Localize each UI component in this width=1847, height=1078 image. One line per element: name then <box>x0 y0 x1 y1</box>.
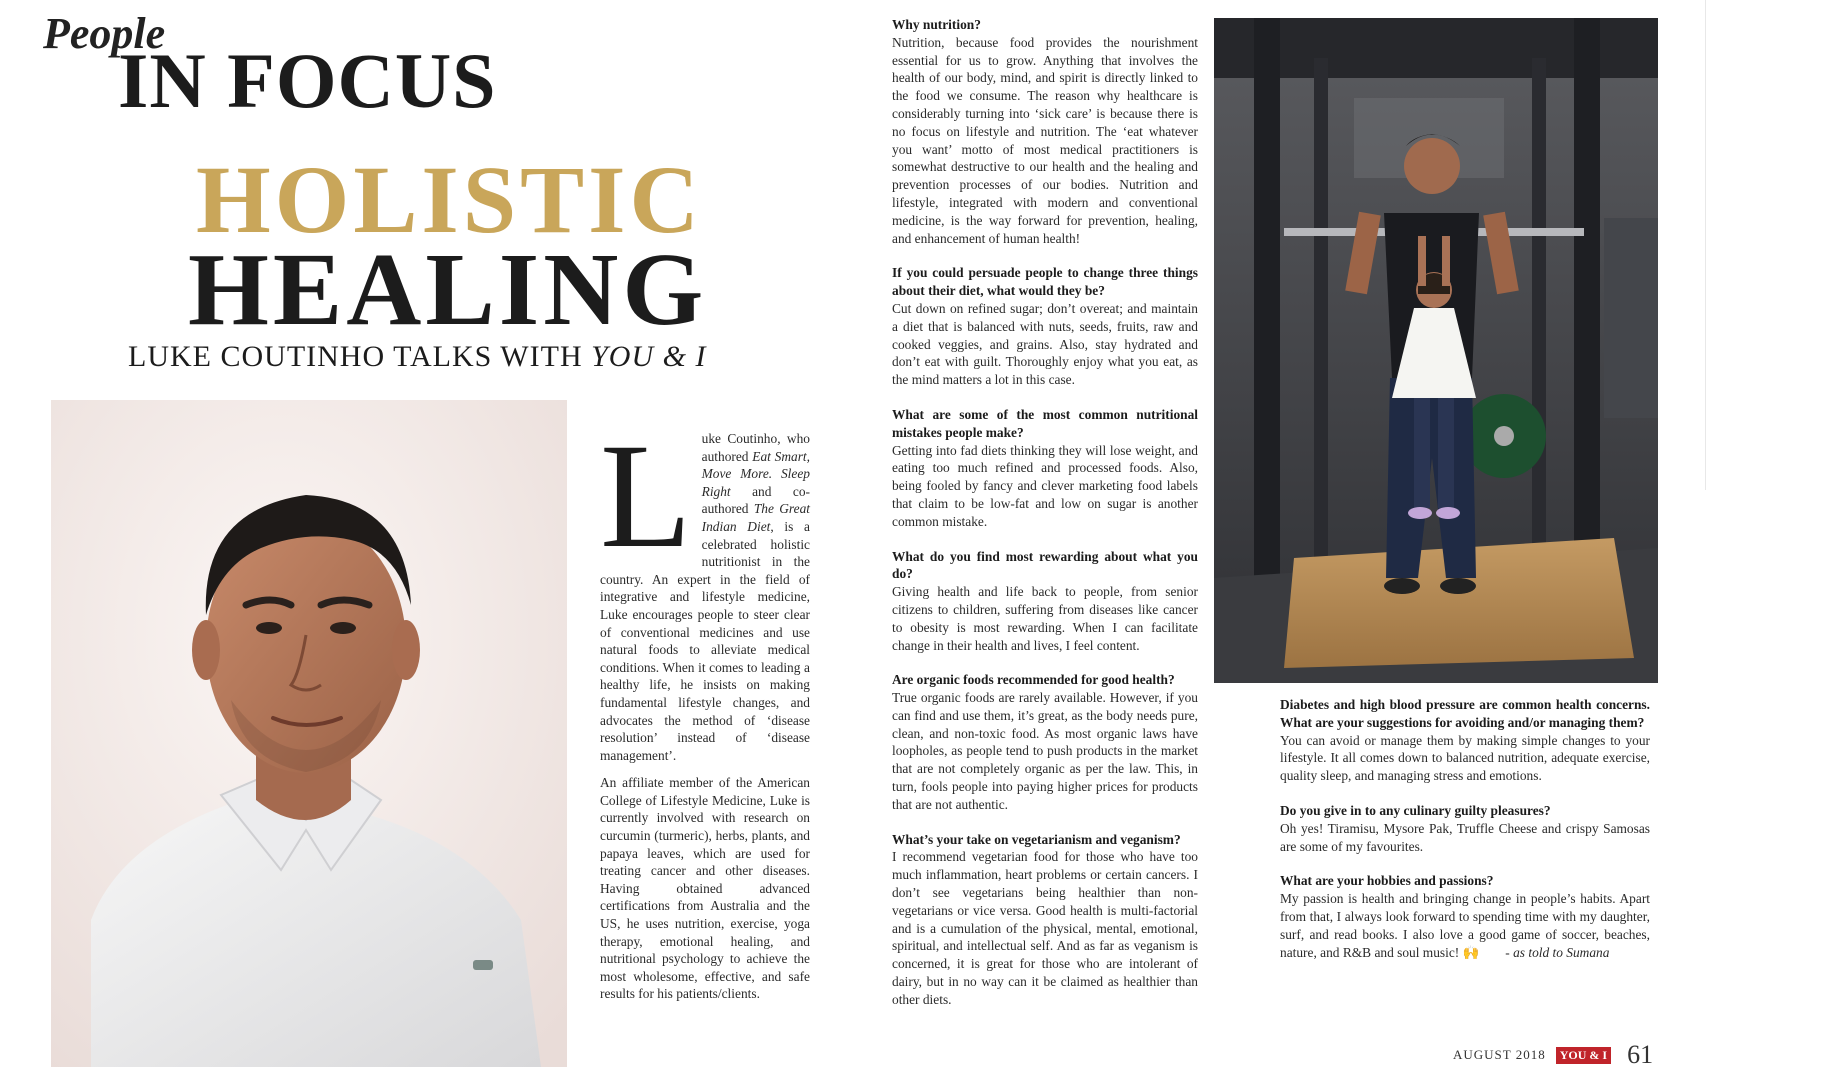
intro-text: , is a celebrated holistic nutritionist in the country. An expert in the field of integrative and lifestyle medicine, Luke encourages people to steer clear of conventional medicines and use natural foods to alleviate medical conditions. When it comes to leading a healthy life, he insists on making fundamental lifestyle changes, and advocates the method of ‘disease resolution’ instead of ‘disease management’. <box>600 518 810 763</box>
question: Do you give in to any culinary guilty pleasures? <box>1280 802 1551 818</box>
question: If you could persuade people to change three things about their diet, what would they be? <box>892 265 1198 299</box>
answer: Cut down on refined sugar; don’t overeat; and maintain a diet that is balanced with nuts, seeds, fruits, raw and cooked veggies, and grains. Also, stay hydrated and don’t eat with guilt. Thoroughly enjoy what you eat, as the mind matters a lot in this case. <box>892 300 1198 388</box>
page-divider <box>1705 0 1706 490</box>
answer: You can avoid or manage them by making simple changes to your lifestyle. It all comes down to balanced nutrition, adequate exercise, quality sleep, and managing stress and emotions. <box>1280 732 1650 784</box>
section-kicker: People <box>43 9 166 58</box>
answer: I recommend vegetarian food for those who have too much inflammation, heart problems or certain cancers. I don’t see vegetarians being healthier than non-vegetarians or vice versa. Good health is multi-factorial and is a cumulation of the physical, mental, emotional, spiritual, and intellectual self. And as far as veganism is concerned, it is great for those who are intolerant of dairy, but in no way can it be claimed as healthier than other diets. <box>892 849 1198 1007</box>
question: Diabetes and high blood pressure are common health concerns. What are your suggestions for avoiding and/or managing them? <box>1280 697 1650 730</box>
qa-column-2 <box>1280 696 1650 961</box>
issue-date: AUGUST 2018 <box>1453 1047 1546 1062</box>
question: Are organic foods recommended for good health? <box>892 672 1175 688</box>
question: What are some of the most common nutritional mistakes people make? <box>892 406 1198 440</box>
section-title: IN FOCUS <box>118 37 497 124</box>
signoff: - as told to Sumana <box>1505 944 1610 960</box>
answer: Oh yes! Tiramisu, Mysore Pak, Truffle Cheese and crispy Samosas are some of my favourites. <box>1280 820 1650 854</box>
answer: True organic foods are rarely available. However, if you can find and use them, it’s great, as the body needs pure, clean, and non-toxic food. As most organic laws have loopholes, as people tend to push products in the market that are not completely organic as per the law. This, in turn, fools people into paying higher prices for products that are not authentic. <box>892 690 1198 812</box>
answer <box>1280 890 1650 961</box>
question: What do you find most rewarding about what you do? <box>892 548 1198 582</box>
article-title-line2: HEALING <box>188 232 708 347</box>
question: What are your hobbies and passions? <box>1280 873 1494 889</box>
answer: Getting into fad diets thinking they will lose weight, and eating too much refined and processed foods. Also, being fooled by fancy and clever marketing food labels that claim to be low-fat and low on sugar is another common mistake. <box>892 442 1198 529</box>
intro-text: uke Coutinho, who authored <box>701 431 810 464</box>
magazine-badge: YOU & I <box>1556 1047 1611 1064</box>
subtitle-prefix: LUKE COUTINHO TALKS WITH <box>128 340 583 373</box>
book-title: The Great Indian Diet <box>701 501 810 534</box>
intro-paragraph-2: An affiliate member of the American College of Lifestyle Medicine, Luke is currently involved with research on curcumin (turmeric), herbs, plants, and papaya leaves, which are used for treating cancer and other diseases. Having obtained advanced certifications from Australia and the US, he uses nutrition, exercise, yoga therapy, emotional healing, and nutritional psychology to achieve the most wholesome, effective, and safe results for his patients/clients. <box>600 775 810 1002</box>
article-title-line1: HOLISTIC <box>196 146 703 253</box>
question: What’s your take on vegetarianism and veganism? <box>892 831 1181 847</box>
article-subtitle <box>128 340 706 374</box>
intro-column <box>600 413 810 1013</box>
gym-illustration <box>1214 18 1658 683</box>
gym-photo <box>1214 18 1658 683</box>
intro-text: and co-authored <box>701 483 810 517</box>
subtitle-brand: YOU & I <box>591 340 707 373</box>
portrait-photo <box>51 400 567 1067</box>
answer: Giving health and life back to people, from senior citizens to children, suffering from diseases like cancer to obesity is most rewarding. When I can facilitate change in their health and lives, I feel content. <box>892 584 1198 653</box>
answer: Nutrition, because food provides the nourishment essential for us to grow. Anything that involves the health of our body, mind, and spirit is directly linked to the food we consume. The reason why healthcare is considerably turning into ‘sick care’ is because there is no focus on lifestyle and nutrition. The ‘eat whatever you want’ motto of most medical practitioners is somewhat destructive to our health and the healing and prevention processes of our bodies. Nutrition and lifestyle, integrated with modern and conventional medicine, is the way forward for prevention, healing, and enhancement of human health! <box>892 34 1198 246</box>
answer-text: My passion is health and bringing change in people’s habits. Apart from that, I always look forward to spending time with my daughter, surf, and read books. I also love a good game of soccer, beaches, nature, and R&B and soul music! 🙌 <box>1280 891 1650 960</box>
drop-cap: L <box>600 413 692 579</box>
book-title: Eat Smart, Move More. Sleep Right <box>701 448 810 499</box>
qa-column-1 <box>892 16 1198 1026</box>
page-footer <box>1453 1040 1653 1070</box>
question: Why nutrition? <box>892 17 981 32</box>
page-number: 61 <box>1627 1040 1654 1069</box>
portrait-illustration <box>51 400 567 1067</box>
